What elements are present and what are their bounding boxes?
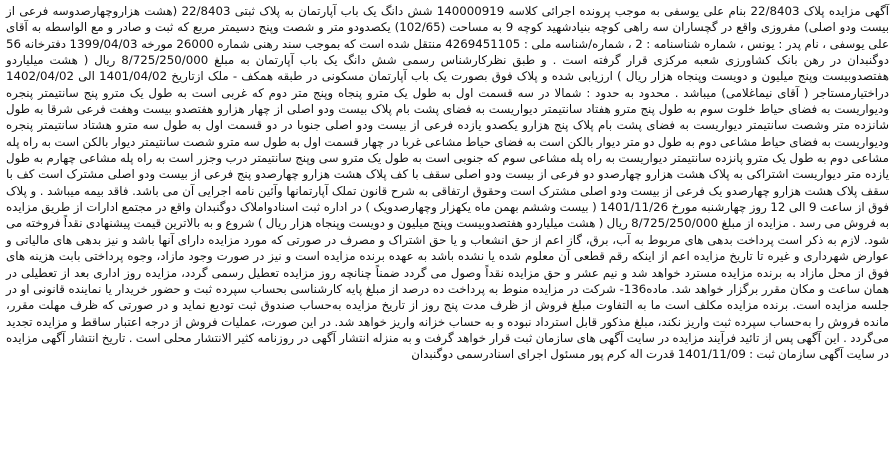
auction-notice-text: آگهی مزایده پلاک 22/8403 بنام علی یوسفی به موجب پرونده اجرائی کلاسه 140000919 شش دانگ یک باب آپارتمان به پلاک ثبتی 22/8403 (هشت هزاروچهارصدوسه فرعی از بیست ودو اصلی) مفروزی واقع در گچساران سه راهی کوچه بنیادشهید کوچه 9 به مساحت (102/65) یکصدودو متر و شصت وپنج دسیمتر مربع که ثبت و صادر و مع الواسطه به آقای علی یوسفی ، نام پدر : یونس ، شماره شناسنامه : 2 ، شماره/شناسه ملی : 4269451105 منتقل شده است که بموجب سند رهنی شماره 26000 مورخه 1399/04/03 دفترخانه 56 دوگنبدان در رهن بانک کشاورزی شعبه مرکزی قرار گرفته است . و طبق نظرکارشناس رسمی شش دانگ یک باب آپارتمان به مبلغ 8/725/250/000 ریال ( هشت میلیاردو هفتصدوبیست وپنج میلیون و دویست وپنجاه هزار ریال ) ارزیابی شده و پلاک فوق بصورت یک باب آپارتمان مسکونی در طبقه همکف - ملک ازتاریخ 1401/04/02 الی 1402/04/02 دراختیارمستاجر ( آقای نیماغلامی) میباشد . محدود به حدود : شمالا در سه قسمت اول به طول یک مترو پنجاه وپنج متر دوم که غربی است به طول یک مترو پنج سانتیمتر پنجره ودیواریست به فضای حیاط خلوت سوم به طول پنج مترو هفتاد سانتیمتر دیواریست به فضای پشت بام پلاک بیست ودو اصلی از چهار هزارو هفتصدو بیست وهفت فرعی شرقا به طول شانزده متر وشصت سانتیمتر دیواریست به فضای پشت بام پلاک پنج هزارو یکصدو یازده فرعی از بیست ودو اصلی جنوبا در دو قسمت اول به طول سه مترو هشتاد سانتیمتر پنجره ودیواریست به فضای حیاط مشاعی دوم به طول دو متر دیوار بالکن است به فضای حیاط مشاعی غربا در چهار قسمت اول به طول سه مترو شصت سانتیمتر دیوار بالکن است به راه پله مشاعی دوم به طول یک مترو پانزده سانتیمتر دیواریست به راه پله مشاعی سوم که جنوبی است به طول یک مترو سی وپنج سانتیمتر درب وجزر است به راه پله مشاعی چهارم به طول یازده متر دیواریست اشتراکی به پلاک هشت هزارو چهارصدو دو فرعی از بیست ودو اصلی سقف با کف پلاک هشت هزارو چهارصدو پنج فرعی از بیست ودو اصلی مشترک است کف با سقف پلاک هشت هزارو چهارصدو یک فرعی از بیست ودو اصلی مشترک است وحقوق ارتفاقی به شرح قانون تملک آپارتمانها وآئین نامه اجرایی آن می باشد. فاقد بیمه میباشد . و پلاک فوق از ساعت 9 الی 12 روز چهارشنبه مورخ 1401/11/26 ( بیست وششم بهمن ماه یکهزار وچهارصدویک ) در اداره ثبت اسنادواملاک دوگنبدان واقع در مجتمع ادارات از طریق مزایده به فروش می رسد . مزایده از مبلغ 8/725/250/000 ریال ( هشت میلیاردو هفتصدوبیست وپنج میلیون و دویست وپنجاه هزار ریال ) شروع و به بالاترین قیمت پیشنهادی نقداً فروخته می شود. لازم به ذکر است پرداخت بدهی های مربوط به آب، برق، گاز اعم از حق انشعاب و یا حق اشتراک و مصرف در صورتی که مورد مزایده دارای آنها باشد و نیز بدهی های مالیاتی و عوارض شهرداری و غیره تا تاریخ مزایده اعم از اینکه رقم قطعی آن معلوم شده یا نشده باشد به عهده برنده مزایده است و نیز در صورت وجود مازاد، وجوه پرداختی بابت هزینه های فوق از محل مازاد به برنده مزایده مسترد خواهد شد و نیم عشر و حق مزایده نقداً وصول می گردد ضمناً چنانچه روز مزایده تعطیل رسمی گردد، مزایده روز اداری بعد از تعطیلی در همان ساعت و مکان مقرر برگزار خواهد شد. ماده136- شرکت در مزایده منوط به پرداخت ده درصد از مبلغ پایه کارشناسی بحساب سپرده ثبت و حضور خریدار یا نماینده قانونی او در جلسه مزایده است. برنده مزایده مکلف است ما به التفاوت مبلغ فروش از ظرف مدت پنج روز از تاریخ مزایده به‌حساب صندوق ثبت تودیع نماید و در صورتی که ظرف مهلت مقرر، مانده فروش را به‌حساب سپرده ثبت واریز نکند، مبلغ مذکور قابل استرداد نبوده و به حساب خزانه واریز خواهد شد. در این صورت، عملیات فروش از درجه اعتبار ساقط و مزایده تجدید می‌گردد . این آگهی پس از تائید فرآیند مزایده در سایت آگهی های سازمان ثبت قرار خواهد گرفت و به منزله انتشار آگهی در روزنامه کثیر الانتشار محلی است . تاریخ انتشار آگهی مزایده در سایت آگهی سازمان ثبت : 1401/11/09 قدرت اله کرم پور مسئول اجرای اسنادرسمی دوگنبدان xyxy=(6,4,890,362)
